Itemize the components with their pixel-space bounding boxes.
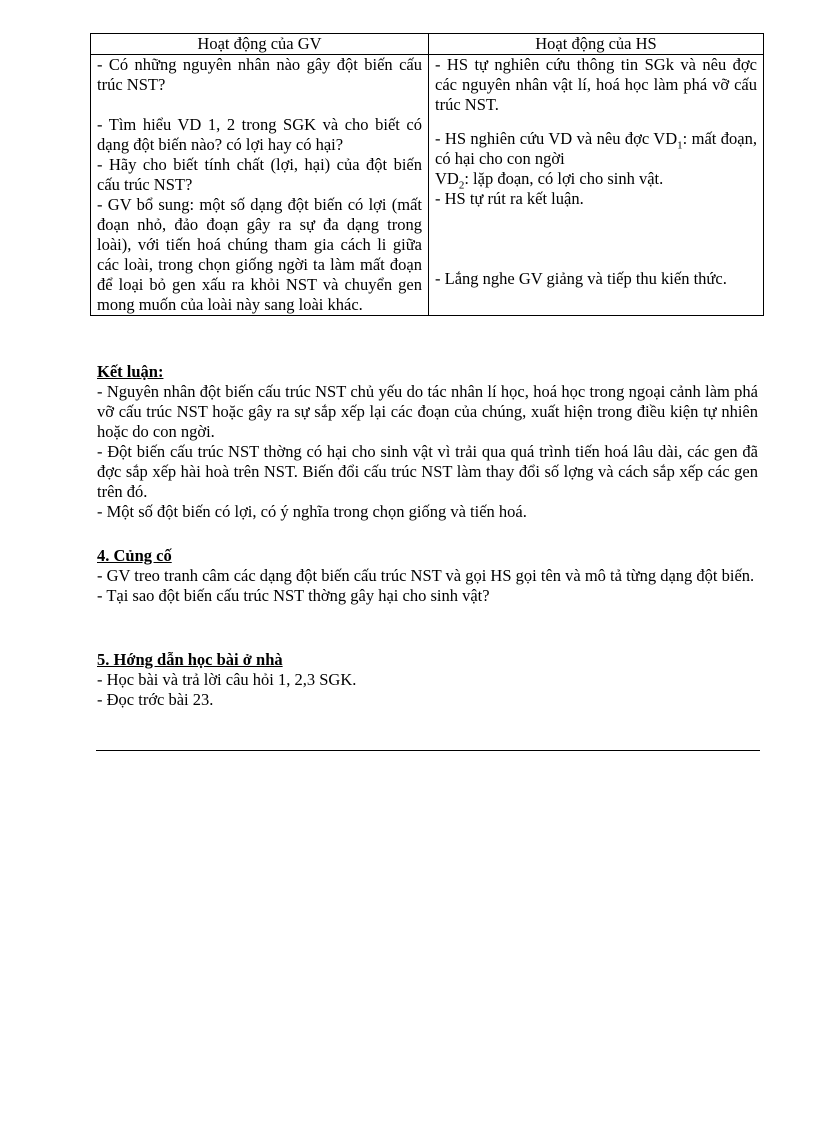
hs-item-1: - HS tự nghiên cứu thông tin SGk và nêu đợc các nguyên nhân vật lí, hoá học làm phá vỡ cấu trúc NST. (435, 55, 757, 114)
gv-item-3: - Hãy cho biết tính chất (lợi, hại) của đột biến cấu trúc NST? (97, 155, 422, 194)
huong-dan-item-2: - Đọc trớc bài 23. (97, 690, 214, 709)
ket-luan-item-3: - Một số đột biến có lợi, có ý nghĩa trong chọn giống và tiến hoá. (97, 502, 527, 521)
activity-table (90, 33, 764, 316)
ket-luan-heading: Kết luận: (97, 362, 164, 381)
hs-column (429, 55, 764, 316)
bottom-divider (96, 750, 760, 751)
hs-item-4: - Lắng nghe GV giảng và tiếp thu kiến thức. (435, 269, 727, 288)
gv-column (91, 55, 429, 316)
ket-luan-item-1: - Nguyên nhân đột biến cấu trúc NST chủ yếu do tác nhân lí học, hoá học trong ngoại cảnh làm phá vỡ cấu trúc NST hoặc gây ra sự sắp xếp lại các đoạn của chúng, xuất hiện trong điều kiện tự nhiên hoặc do con ngời. (97, 382, 758, 441)
header-hs: Hoạt động của HS (429, 34, 764, 55)
gv-item-4: - GV bổ sung: một số dạng đột biến có lợi (mất đoạn nhỏ, đảo đoạn gây ra sự đa dạng trong loài), với tiến hoá chúng tham gia cách li giữa các loài, trong chọn giống ngời ta làm mất đoạn để loại bỏ gen xấu ra khỏi NST và chuyển gen mong muốn của loài này sang loài khác. (97, 195, 422, 314)
cung-co-section (97, 546, 758, 606)
huong-dan-item-1: - Học bài và trả lời câu hỏi 1, 2,3 SGK. (97, 670, 357, 689)
hs-item-2: - HS nghiên cứu VD và nêu đợc $VD_1$: mất đoạn, có hại cho con ngời $VD_2$: lặp đoạn, có lợi cho sinh vật. (435, 129, 757, 192)
hs-item-3: - HS tự rút ra kết luận. (435, 189, 584, 208)
gv-item-2: - Tìm hiểu VD 1, 2 trong SGK và cho biết có dạng đột biến nào? có lợi hay có hại? (97, 115, 422, 154)
gv-item-1: - Có những nguyên nhân nào gây đột biến cấu trúc NST? (97, 55, 422, 94)
cung-co-item-2: - Tại sao đột biến cấu trúc NST thờng gây hại cho sinh vật? (97, 586, 490, 605)
header-gv: Hoạt động của GV (91, 34, 429, 55)
ket-luan-section (97, 362, 758, 522)
huong-dan-heading: 5. Hớng dẫn học bài ở nhà (97, 650, 283, 669)
huong-dan-section (97, 650, 758, 710)
cung-co-item-1: - GV treo tranh câm các dạng đột biến cấu trúc NST và gọi HS gọi tên và mô tả từng dạng đột biến. (97, 566, 755, 585)
ket-luan-item-2: - Đột biến cấu trúc NST thờng có hại cho sinh vật vì trải qua quá trình tiến hoá lâu dài, các gen đã đợc sắp xếp hài hoà trên NST. Biến đổi cấu trúc NST làm thay đổi số lợng và cách sắp xếp các gen trên đó. (97, 442, 758, 501)
cung-co-heading: 4. Củng cố (97, 546, 172, 565)
